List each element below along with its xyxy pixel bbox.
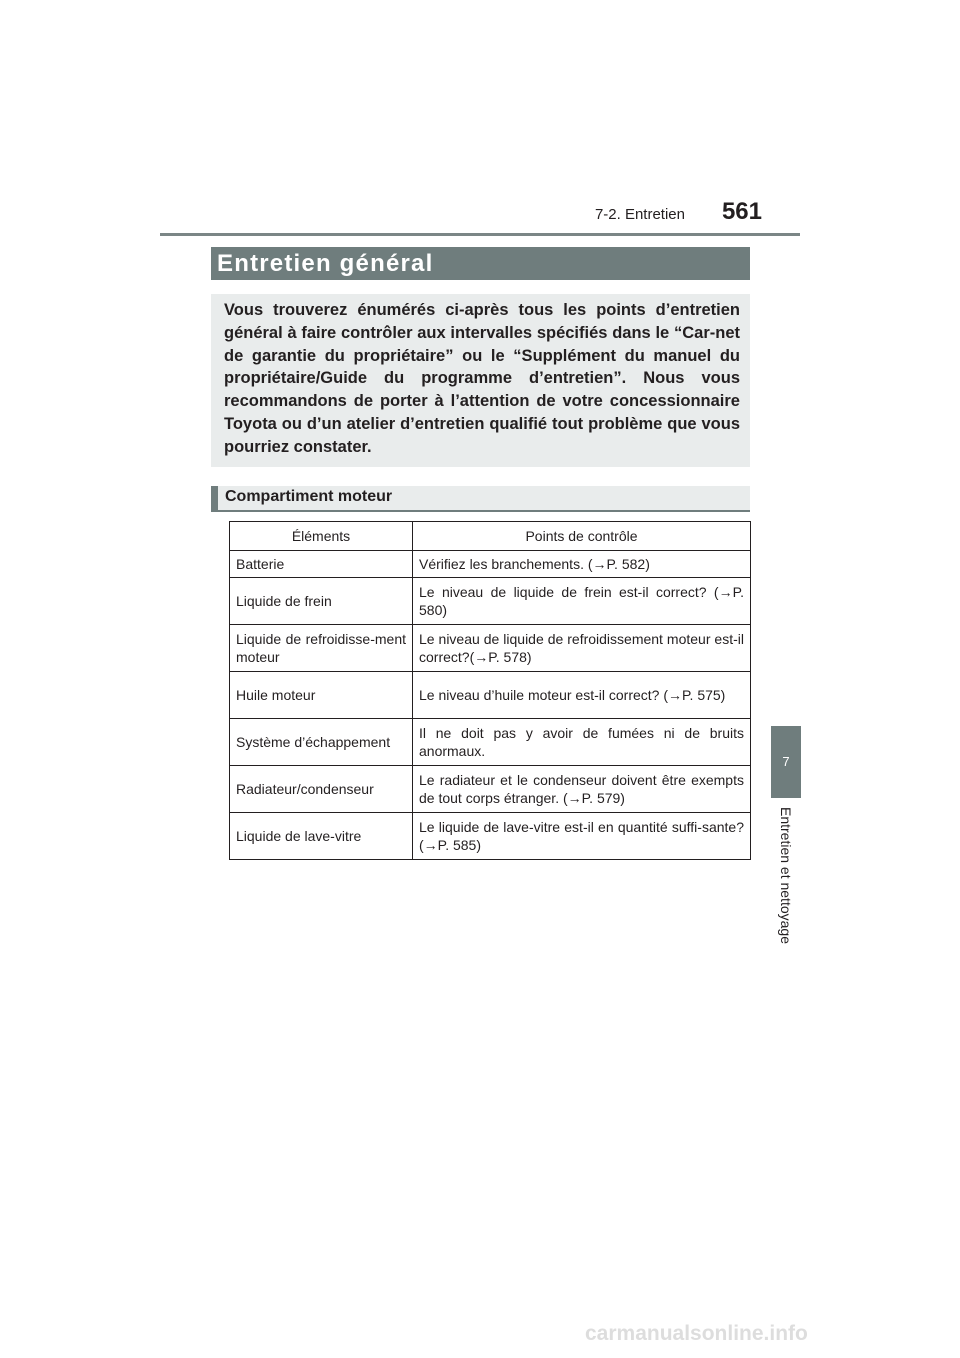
maintenance-table — [229, 521, 751, 860]
chapter-side-label-text: Entretien et nettoyage — [778, 807, 794, 944]
header-divider — [160, 233, 800, 236]
table-cell-item: Système d’échappement — [230, 719, 413, 766]
table-cell-check: Vérifiez les branchements. (→P. 582) — [413, 551, 751, 578]
column-header-checks: Points de contrôle — [413, 522, 751, 551]
section-heading — [211, 486, 750, 512]
title-bar — [211, 247, 750, 280]
table-cell-item: Liquide de frein — [230, 578, 413, 625]
header-section-title: 7-2. Entretien — [594, 206, 685, 223]
table-cell-check: Le niveau de liquide de refroidissement moteur est-il correct?(→P. 578) — [413, 625, 751, 672]
table-cell-check: Le niveau d’huile moteur est-il correct? (→P. 575) — [413, 672, 751, 719]
intro-box — [211, 294, 750, 467]
table-cell-item: Radiateur/condenseur — [230, 766, 413, 813]
table-header-row — [230, 522, 751, 551]
table-row — [230, 719, 751, 766]
table-row — [230, 766, 751, 813]
table-cell-item: Huile moteur — [230, 672, 413, 719]
table-cell-item: Liquide de refroidisse-ment moteur — [230, 625, 413, 672]
table-cell-check: Le radiateur et le condenseur doivent être exempts de tout corps étranger. (→P. 579) — [413, 766, 751, 813]
table-cell-item: Batterie — [230, 551, 413, 578]
page-title: Entretien général — [217, 250, 434, 277]
intro-paragraph: Vous trouverez énumérés ci-après tous les points d’entretien général à faire contrôler aux intervalles spécifiés dans le “Car-net de garantie du propriétaire” ou le “Supplément du manuel du propriétaire/Guide du programme d’entretien”. Nous vous recommandons de porter à l’attention de votre concessionnaire Toyota ou d’un atelier d’entretien qualifié tout problème que vous pourriez constater. — [224, 301, 740, 456]
table-row — [230, 672, 751, 719]
chapter-tab: 7 — [771, 726, 801, 798]
section-heading-label: Compartiment moteur — [225, 488, 393, 505]
column-header-items: Éléments — [230, 522, 413, 551]
table-row — [230, 625, 751, 672]
table-cell-check: Le niveau de liquide de frein est-il correct? (→P. 580) — [413, 578, 751, 625]
table-cell-item: Liquide de lave-vitre — [230, 813, 413, 860]
page-number: 561 — [721, 198, 762, 225]
watermark: carmanualsonline.info — [585, 1322, 808, 1345]
section-heading-marker — [211, 486, 218, 510]
table-row — [230, 813, 751, 860]
table-row — [230, 551, 751, 578]
table-cell-check: Le liquide de lave-vitre est-il en quantité suffi-sante?(→P. 585) — [413, 813, 751, 860]
table-cell-check: Il ne doit pas y avoir de fumées ni de bruits anormaux. — [413, 719, 751, 766]
table-row — [230, 578, 751, 625]
